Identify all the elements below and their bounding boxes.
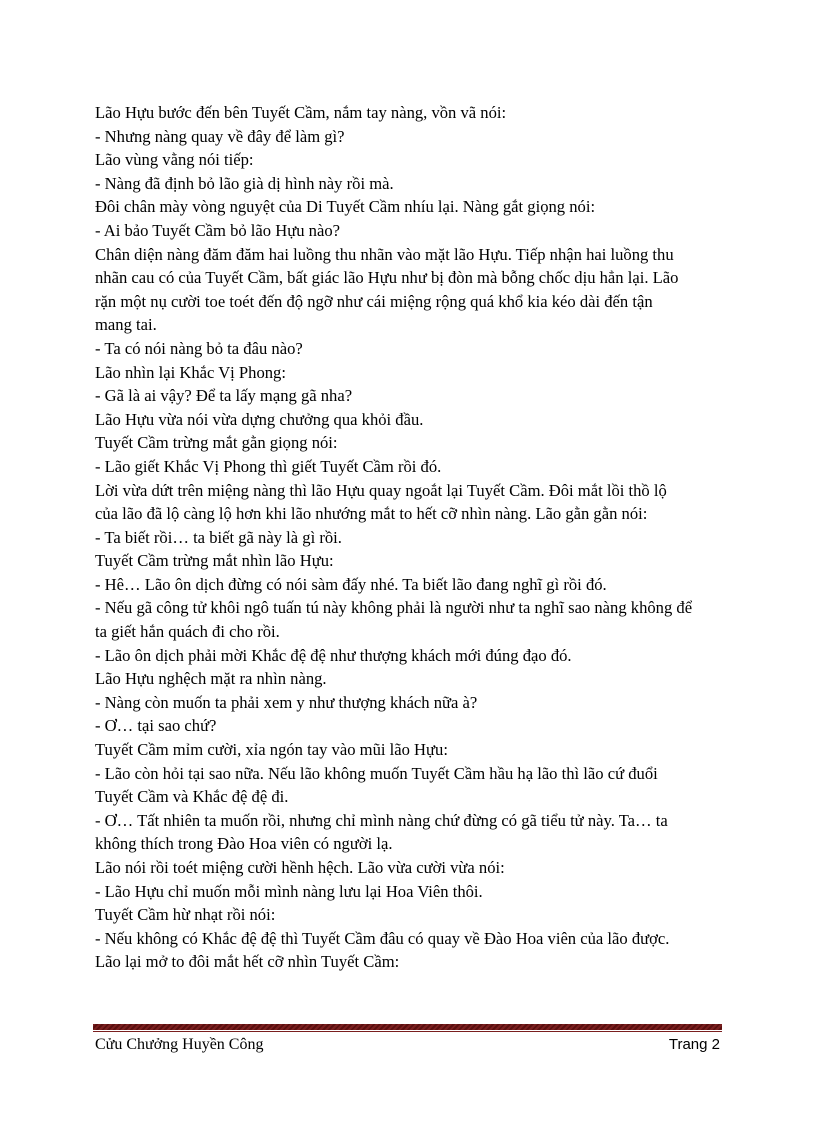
- text-line: Lời vừa dứt trên miệng nàng thì lão Hựu quay ngoắt lại Tuyết Cầm. Đôi mắt lồi thồ lộ: [95, 480, 667, 500]
- text-line: Lão Hựu vừa nói vừa dựng chưởng qua khỏi đầu.: [95, 409, 424, 429]
- text-line: - Hê… Lão ôn dịch đừng có nói sàm đấy nhé. Ta biết lão đang nghĩ gì rồi đó.: [95, 574, 607, 594]
- text-line: rặn một nụ cười toe toét đến độ ngỡ như cái miệng rộng quá khổ kia kéo dài đến tận: [95, 291, 653, 311]
- text-line: Lão lại mở to đôi mắt hết cỡ nhìn Tuyết Cầm:: [95, 952, 400, 972]
- text-line: Lão nhìn lại Khắc Vị Phong:: [95, 362, 286, 382]
- text-line: của lão đã lộ càng lộ hơn khi lão nhướng mắt to hết cỡ nhìn nàng. Lão gằn gằn nói:: [95, 504, 648, 524]
- body-text: [95, 101, 735, 974]
- text-line: Lão vùng vằng nói tiếp:: [95, 150, 254, 170]
- text-line: - Lão ôn dịch phải mời Khắc đệ đệ như thượng khách mới đúng đạo đó.: [95, 645, 572, 665]
- text-line: Tuyết Cầm và Khắc đệ đệ đi.: [95, 787, 289, 807]
- footer-rule: [93, 1024, 722, 1030]
- text-line: - Ai bảo Tuyết Cầm bỏ lão Hựu nào?: [95, 220, 340, 240]
- text-line: Lão nói rồi toét miệng cười hềnh hệch. Lão vừa cười vừa nói:: [95, 858, 505, 877]
- text-line: - Lão còn hỏi tại sao nữa. Nếu lão không muốn Tuyết Cầm hầu hạ lão thì lão cứ đuổi: [95, 763, 658, 783]
- footer-book-title: Cửu Chưởng Huyền Công: [95, 1036, 264, 1053]
- text-line: Tuyết Cầm hừ nhạt rồi nói:: [95, 905, 276, 925]
- text-line: nhãn cau có của Tuyết Cầm, bất giác lão Hựu như bị đòn mà bỗng chốc dịu hẳn lại. Lão: [95, 268, 679, 288]
- text-line: - Ơ… Tất nhiên ta muốn rồi, nhưng chỉ mình nàng chứ đừng có gã tiểu tử này. Ta… ta: [95, 810, 668, 830]
- text-line: - Gã là ai vậy? Để ta lấy mạng gã nha?: [95, 386, 353, 406]
- text-line: Lão Hựu nghệch mặt ra nhìn nàng.: [95, 669, 327, 689]
- text-line: - Ta biết rồi… ta biết gã này là gì rồi.: [95, 527, 342, 547]
- footer-page-number: Trang 2: [668, 1036, 720, 1053]
- text-line: - Nàng còn muốn ta phải xem y như thượng khách nữa à?: [95, 692, 478, 712]
- text-line: - Ơ… tại sao chứ?: [95, 716, 217, 736]
- text-line: ta giết hắn quách đi cho rồi.: [95, 622, 280, 642]
- footer-rule-thin: [93, 1031, 722, 1032]
- text-line: Tuyết Cầm trừng mắt nhìn lão Hựu:: [95, 551, 334, 571]
- text-line: mang tai.: [95, 315, 157, 335]
- text-line: Chân diện nàng đăm đăm hai luồng thu nhãn vào mặt lão Hựu. Tiếp nhận hai luồng thu: [95, 244, 674, 264]
- text-line: - Ta có nói nàng bỏ ta đâu nào?: [95, 338, 303, 358]
- text-line: không thích trong Đào Hoa viên có người lạ.: [95, 834, 393, 854]
- text-line: - Lão giết Khắc Vị Phong thì giết Tuyết Cầm rồi đó.: [95, 456, 442, 476]
- text-line: - Nhưng nàng quay về đây để làm gì?: [95, 126, 345, 146]
- text-line: - Nàng đã định bỏ lão già dị hình này rồi mà.: [95, 173, 394, 193]
- text-line: Đôi chân mày vòng nguyệt của Di Tuyết Cầm nhíu lại. Nàng gắt giọng nói:: [95, 197, 596, 217]
- text-line: Lão Hựu bước đến bên Tuyết Cầm, nắm tay nàng, vồn vã nói:: [95, 103, 507, 122]
- text-line: - Nếu gã công tử khôi ngô tuấn tú này không phải là người như ta nghĩ sao nàng không để: [95, 598, 693, 618]
- text-line: - Lão Hựu chỉ muốn mỗi mình nàng lưu lại Hoa Viên thôi.: [95, 881, 483, 901]
- text-line: Tuyết Cầm mỉm cười, xỉa ngón tay vào mũi lão Hựu:: [95, 740, 448, 760]
- text-line: Tuyết Cầm trừng mắt gằn giọng nói:: [95, 433, 338, 453]
- text-line: - Nếu không có Khắc đệ đệ thì Tuyết Cầm đâu có quay về Đào Hoa viên của lão được.: [95, 928, 670, 948]
